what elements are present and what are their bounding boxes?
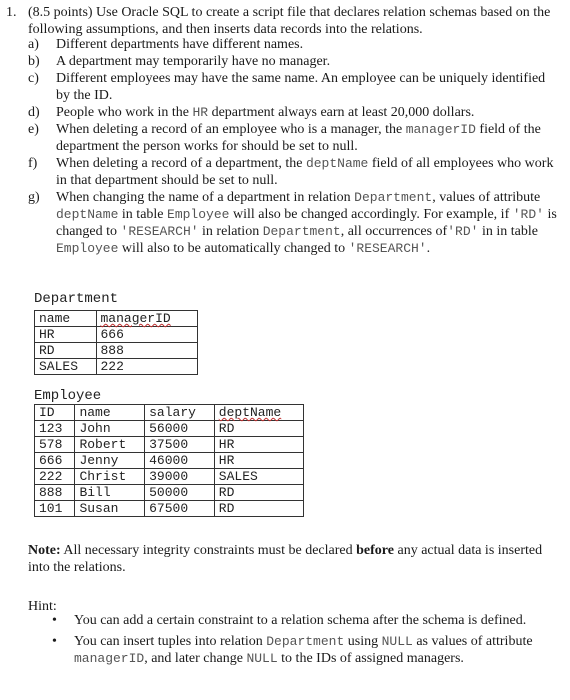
table-row bbox=[35, 485, 304, 501]
note-text-1: All necessary integrity constraints must be declared bbox=[60, 543, 357, 558]
table-cell: Bill bbox=[75, 485, 145, 501]
column-header-label: salary bbox=[149, 405, 196, 420]
department-table-caption: Department bbox=[34, 291, 119, 307]
hint-bullet bbox=[28, 633, 558, 667]
table-cell: RD bbox=[214, 485, 303, 501]
assumption-item bbox=[6, 189, 562, 257]
table-cell: 37500 bbox=[145, 437, 215, 453]
employee-table-caption: Employee bbox=[34, 388, 102, 404]
text-run: . bbox=[426, 241, 431, 256]
column-header-label: ID bbox=[39, 405, 55, 420]
assumption-item bbox=[6, 36, 562, 53]
table-row bbox=[35, 469, 304, 485]
table-cell: RD bbox=[35, 343, 97, 359]
table-cell: 67500 bbox=[145, 501, 215, 517]
table-cell: 666 bbox=[96, 327, 198, 343]
text-run: , all occurrences of bbox=[340, 224, 448, 239]
column-header-label: name bbox=[79, 405, 111, 420]
table-row bbox=[35, 327, 198, 343]
column-header bbox=[35, 405, 75, 421]
table-cell: SALES bbox=[214, 469, 303, 485]
text-run: When deleting a record of a department, the bbox=[56, 156, 306, 171]
text-run: , values of attribute bbox=[432, 190, 541, 205]
table-cell: 222 bbox=[96, 359, 198, 375]
table-row bbox=[35, 501, 304, 517]
table-row bbox=[35, 421, 304, 437]
assumption-label: c) bbox=[28, 71, 39, 86]
note-paragraph bbox=[28, 542, 548, 576]
table-cell: Robert bbox=[75, 437, 145, 453]
assumption-list bbox=[6, 36, 562, 257]
assumption-label: b) bbox=[28, 54, 40, 69]
column-header bbox=[96, 311, 198, 327]
column-header bbox=[145, 405, 215, 421]
code-term: 'RD' bbox=[447, 224, 479, 239]
table-cell: Jenny bbox=[75, 453, 145, 469]
text-run: will also to be automatically changed to bbox=[118, 241, 349, 256]
table-cell: 666 bbox=[35, 453, 75, 469]
table-cell: 888 bbox=[96, 343, 198, 359]
table-cell: HR bbox=[35, 327, 97, 343]
column-header bbox=[75, 405, 145, 421]
code-term: 'RESEARCH' bbox=[348, 241, 427, 256]
bullet-dot-icon: • bbox=[52, 613, 57, 628]
table-row bbox=[35, 437, 304, 453]
table-header-row bbox=[35, 405, 304, 421]
table-cell: 46000 bbox=[145, 453, 215, 469]
table-cell: RD bbox=[214, 421, 303, 437]
table-cell: 101 bbox=[35, 501, 75, 517]
hint-list bbox=[28, 612, 558, 671]
table-cell: 578 bbox=[35, 437, 75, 453]
table-row bbox=[35, 343, 198, 359]
table-cell: John bbox=[75, 421, 145, 437]
employee-table bbox=[34, 404, 304, 517]
table-cell: Christ bbox=[75, 469, 145, 485]
assumption-label: a) bbox=[28, 37, 39, 52]
bullet-dot-icon: • bbox=[52, 634, 57, 649]
table-row bbox=[35, 453, 304, 469]
note-text-2: any actual data is inserted into the relations. bbox=[28, 543, 543, 575]
code-term: Employee bbox=[56, 241, 119, 256]
table-cell: Susan bbox=[75, 501, 145, 517]
assumption-label: d) bbox=[28, 105, 40, 120]
text-run: department always earn at least 20,000 dollars. bbox=[208, 105, 475, 120]
text-run: People who work in the bbox=[56, 105, 193, 120]
column-header-label: deptName bbox=[218, 405, 282, 420]
text-run: A department may temporarily have no manager. bbox=[56, 54, 331, 69]
text-run: is changed to bbox=[56, 207, 557, 239]
note-bold: before bbox=[356, 543, 394, 558]
text-run: as values of attribute bbox=[412, 634, 533, 649]
table-row bbox=[35, 359, 198, 375]
assumption-item bbox=[6, 70, 562, 104]
code-term: managerID bbox=[74, 651, 145, 666]
column-header-label: name bbox=[39, 311, 71, 326]
code-term: deptName bbox=[56, 207, 119, 222]
question-text: (8.5 points) Use Oracle SQL to create a script file that declares relation schemas based on the following assumptions, and then inserts data records into the relations. bbox=[28, 5, 551, 37]
table-cell: 50000 bbox=[145, 485, 215, 501]
table-cell: 888 bbox=[35, 485, 75, 501]
column-header-label: managerID bbox=[100, 311, 171, 326]
assumption-item bbox=[6, 121, 562, 155]
text-run: field of all employees who work in that department should be set to null. bbox=[56, 156, 554, 188]
text-run: in table bbox=[118, 207, 168, 222]
hint-bullet bbox=[28, 612, 558, 629]
assumption-item bbox=[6, 104, 562, 121]
text-run: in relation bbox=[198, 224, 263, 239]
code-term: 'RESEARCH' bbox=[120, 224, 199, 239]
assumption-item bbox=[6, 53, 562, 70]
assumption-label: f) bbox=[28, 156, 38, 171]
text-run: When changing the name of a department in relation bbox=[56, 190, 355, 205]
table-cell: 222 bbox=[35, 469, 75, 485]
code-term: Department bbox=[354, 190, 433, 205]
hint-title: Hint: bbox=[28, 599, 57, 614]
text-run: using bbox=[344, 634, 382, 649]
table-cell: HR bbox=[214, 453, 303, 469]
department-table bbox=[34, 310, 198, 375]
code-term: HR bbox=[192, 105, 209, 120]
code-term: 'RD' bbox=[512, 207, 544, 222]
code-term: Department bbox=[262, 224, 341, 239]
assumption-item bbox=[6, 155, 562, 189]
table-cell: 39000 bbox=[145, 469, 215, 485]
table-cell: HR bbox=[214, 437, 303, 453]
column-header bbox=[35, 311, 97, 327]
code-term: managerID bbox=[405, 122, 476, 137]
text-run: You can add a certain constraint to a relation schema after the schema is defined. bbox=[74, 613, 527, 628]
text-run: Different employees may have the same name. An employee can be uniquely identified by the ID. bbox=[56, 71, 546, 103]
text-run: will also be changed accordingly. For example, if bbox=[229, 207, 513, 222]
question-header bbox=[6, 4, 562, 38]
table-cell: 123 bbox=[35, 421, 75, 437]
code-term: NULL bbox=[246, 651, 278, 666]
text-run: You can insert tuples into relation bbox=[74, 634, 267, 649]
text-run: field of the department the person works for should be set to null. bbox=[56, 122, 541, 154]
text-run: in in table bbox=[478, 224, 538, 239]
table-header-row bbox=[35, 311, 198, 327]
table-cell: RD bbox=[214, 501, 303, 517]
text-run: When deleting a record of an employee who is a manager, the bbox=[56, 122, 406, 137]
text-run: Different departments have different names. bbox=[56, 37, 304, 52]
code-term: deptName bbox=[305, 156, 369, 171]
assumption-label: e) bbox=[28, 122, 39, 137]
table-cell: SALES bbox=[35, 359, 97, 375]
code-term: Employee bbox=[167, 207, 230, 222]
code-term: NULL bbox=[381, 634, 413, 649]
text-run: to the IDs of assigned managers. bbox=[277, 651, 464, 666]
assumption-label: g) bbox=[28, 190, 40, 205]
text-run: , and later change bbox=[144, 651, 247, 666]
note-label: Note: bbox=[28, 543, 61, 558]
question-number: 1. bbox=[6, 5, 17, 20]
code-term: Department bbox=[266, 634, 345, 649]
column-header bbox=[214, 405, 303, 421]
table-cell: 56000 bbox=[145, 421, 215, 437]
